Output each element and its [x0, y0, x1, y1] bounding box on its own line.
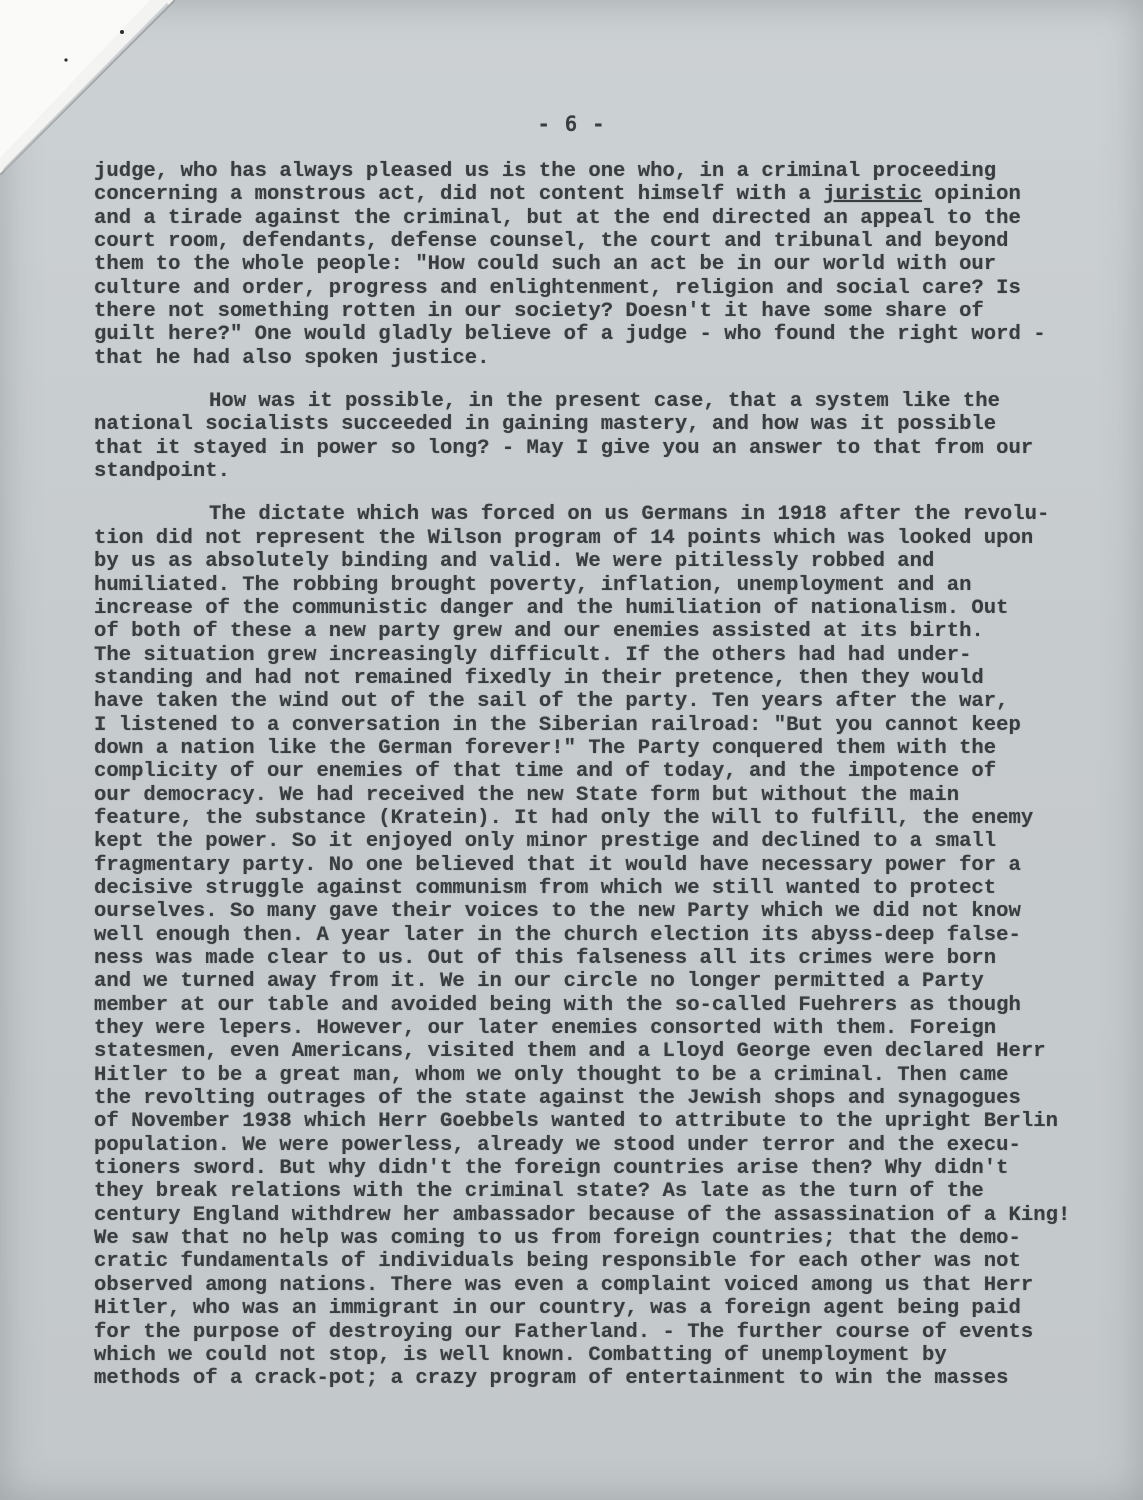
text-line: cratic fundamentals of individuals being responsible for each other was not — [94, 1250, 1021, 1274]
text-line: complicity of our enemies of that time and of today, and the impotence of — [94, 760, 997, 784]
paragraph-2 — [94, 390, 1040, 483]
text-line: for the purpose of destroying our Fatherland. - The further course of events — [94, 1320, 1034, 1344]
underlined-word: juristic — [823, 183, 923, 207]
text-line: guilt here?" One would gladly believe of a judge - who found the right word - — [94, 323, 1046, 347]
text-line: observed among nations. There was even a complaint voiced among us that Herr — [94, 1273, 1034, 1297]
paragraph-1 — [94, 160, 1046, 370]
text-line: tioners sword. But why didn't the foreign countries arise then? Why didn't — [94, 1157, 1009, 1181]
document-body — [94, 160, 1071, 1391]
text-line: of both of these a new party grew and our enemies assisted at its birth. — [94, 620, 984, 644]
text-line: that he had also spoken justice. — [94, 346, 490, 370]
text-line: tion did not represent the Wilson program of 14 points which was looked upon — [94, 526, 1034, 550]
text-line: member at our table and avoided being with the so-called Fuehrers as though — [94, 993, 1021, 1017]
text-line: decisive struggle against communism from which we still wanted to protect — [94, 876, 997, 900]
text-line: statesmen, even Americans, visited them and a Lloyd George even declared Herr — [94, 1040, 1046, 1064]
text-line: I listened to a conversation in the Siberian railroad: "But you cannot keep — [94, 713, 1021, 737]
text-line: We saw that no help was coming to us from foreign countries; that the demo- — [94, 1227, 1021, 1251]
text-line: they break relations with the criminal state? As late as the turn of the — [94, 1180, 984, 1204]
text-line: The situation grew increasingly difficult. If the others had had under- — [94, 643, 972, 667]
text-line: humiliated. The robbing brought poverty, inflation, unemployment and an — [94, 573, 972, 597]
text-line — [94, 390, 1040, 413]
text-line: they were lepers. However, our later enemies consorted with them. Foreign — [94, 1017, 997, 1041]
text-line: by us as absolutely binding and valid. We were pitilessly robbed and — [94, 550, 935, 574]
text-line: concerning a monstrous act, did not content himself with a juristic opinion — [94, 183, 1021, 207]
text-line: Hitler, who was an immigrant in our country, was a foreign agent being paid — [94, 1297, 1021, 1321]
text-line: and we turned away from it. We in our circle no longer permitted a Party — [94, 970, 984, 994]
text-line: fragmentary party. No one believed that it would have necessary power for a — [94, 853, 1021, 877]
text-line: them to the whole people: "How could such an act be in our world with our — [94, 253, 997, 277]
text-line: population. We were powerless, already we stood under terror and the execu- — [94, 1133, 1021, 1157]
text-line: kept the power. So it enjoyed only minor prestige and declined to a small — [94, 830, 997, 854]
text-line: court room, defendants, defense counsel, the court and tribunal and beyond — [94, 230, 1009, 254]
text-line-content: How was it possible, in the present case, that a system like the — [209, 390, 1000, 414]
page-number: - 6 - — [537, 112, 606, 136]
text-line: culture and order, progress and enlightenment, religion and social care? Is — [94, 276, 1021, 300]
text-line: ourselves. So many gave their voices to the new Party which we did not know — [94, 900, 1021, 924]
text-line-content: The dictate which was forced on us Germans in 1918 after the revolu- — [209, 503, 1050, 527]
text-line: well enough then. A year later in the church election its abyss-deep false- — [94, 923, 1021, 947]
text-line: that it stayed in power so long? - May I give you an answer to that from our — [94, 436, 1034, 460]
paragraph-3 — [94, 503, 1071, 1391]
text-line: standpoint. — [94, 460, 230, 484]
text-line: increase of the communistic danger and the humiliation of nationalism. Out — [94, 596, 1009, 620]
text-line: and a tirade against the criminal, but at the end directed an appeal to the — [94, 206, 1021, 230]
folded-corner — [0, 0, 175, 175]
text-line: there not something rotten in our society? Doesn't it have some share of — [94, 300, 984, 324]
text-line: methods of a crack-pot; a crazy program of entertainment to win the masses — [94, 1367, 1009, 1391]
text-line: the revolting outrages of the state against the Jewish shops and synagogues — [94, 1087, 1021, 1111]
text-line: century England withdrew her ambassador because of the assassination of a King! — [94, 1203, 1071, 1227]
text-line: judge, who has always pleased us is the one who, in a criminal proceeding — [94, 160, 997, 183]
text-line: standing and had not remained fixedly in their pretence, then they would — [94, 666, 984, 690]
text-line: feature, the substance (Kratein). It had only the will to fulfill, the enemy — [94, 806, 1034, 830]
text-line: down a nation like the German forever!" The Party conquered them with the — [94, 736, 997, 760]
text-line: which we could not stop, is well known. Combatting of unemployment by — [94, 1343, 947, 1367]
text-line: of November 1938 which Herr Goebbels wanted to attribute to the upright Berlin — [94, 1110, 1058, 1134]
text-line: have taken the wind out of the sail of the party. Ten years after the war, — [94, 690, 1009, 714]
text-line: ness was made clear to us. Out of this falseness all its crimes were born — [94, 947, 997, 970]
text-line: Hitler to be a great man, whom we only thought to be a criminal. Then came — [94, 1063, 1009, 1087]
text-line: national socialists succeeded in gaining mastery, and how was it possible — [94, 413, 997, 437]
text-line — [94, 503, 1050, 527]
text-line: our democracy. We had received the new State form but without the main — [94, 783, 960, 807]
